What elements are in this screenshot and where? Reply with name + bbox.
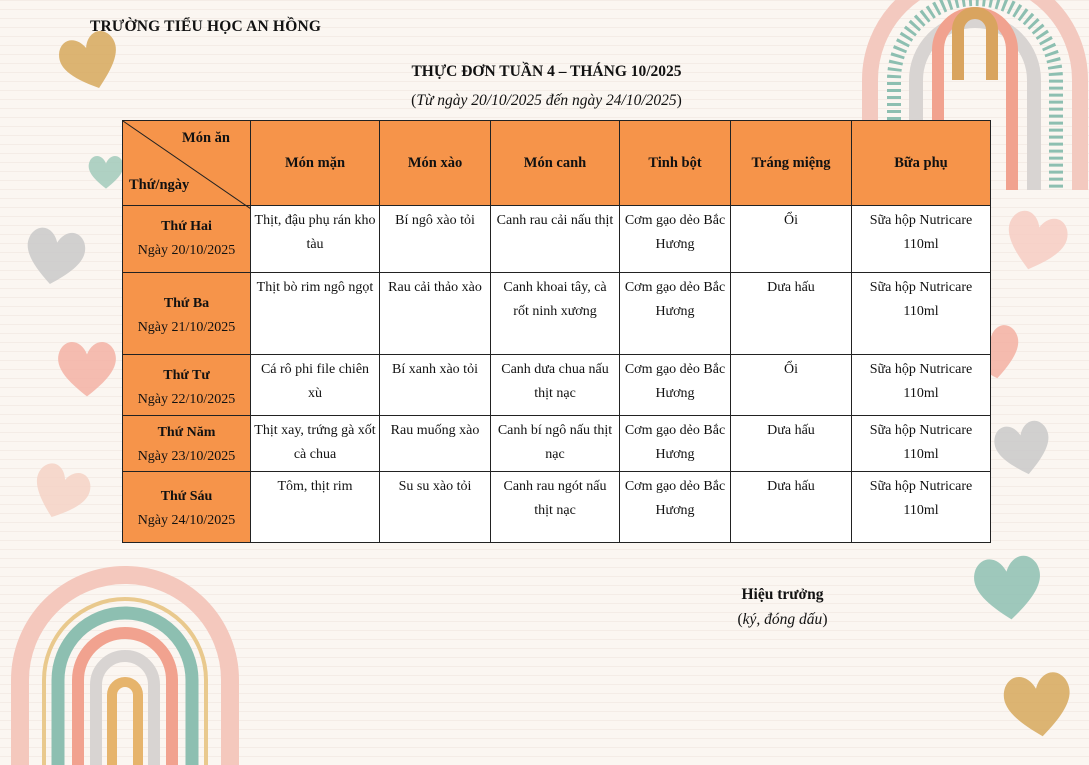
day-date: Ngày 23/10/2025 xyxy=(137,449,236,464)
menu-cell: Dưa hấu xyxy=(731,472,852,543)
signature-note-open: ( xyxy=(737,611,743,628)
header-stir-fry: Món xào xyxy=(380,121,491,206)
day-name: Thứ Tư xyxy=(163,368,210,383)
menu-cell: Canh bí ngô nấu thịt nạc xyxy=(491,416,620,472)
menu-cell: Su su xào tỏi xyxy=(380,472,491,543)
menu-cell: Cơm gạo dẻo Bắc Hương xyxy=(620,273,731,355)
menu-cell: Sữa hộp Nutricare 110ml xyxy=(852,472,991,543)
day-name: Thứ Hai xyxy=(161,219,212,234)
heart-teal-right-icon xyxy=(968,540,1048,632)
menu-cell: Dưa hấu xyxy=(731,273,852,355)
day-cell xyxy=(123,273,251,355)
table-row xyxy=(123,416,991,472)
menu-cell: Ổi xyxy=(731,355,852,416)
day-date: Ngày 20/10/2025 xyxy=(137,243,236,258)
signature-note-close: ) xyxy=(822,611,828,628)
day-cell xyxy=(123,416,251,472)
date-range-close: ) xyxy=(676,92,682,109)
day-date: Ngày 21/10/2025 xyxy=(137,320,236,335)
date-range xyxy=(0,92,1089,110)
menu-cell: Cơm gạo dẻo Bắc Hương xyxy=(620,472,731,543)
corner-day-label: Thứ/ngày xyxy=(129,177,190,193)
menu-cell: Rau cải thảo xào xyxy=(380,273,491,355)
menu-cell: Ổi xyxy=(731,206,852,273)
menu-cell: Sữa hộp Nutricare 110ml xyxy=(852,355,991,416)
menu-cell: Cơm gạo dẻo Bắc Hương xyxy=(620,206,731,273)
menu-cell: Rau muống xào xyxy=(380,416,491,472)
table-row xyxy=(123,472,991,543)
heart-gray-right-icon xyxy=(990,412,1056,482)
menu-cell: Cá rô phi file chiên xù xyxy=(251,355,380,416)
menu-cell: Cơm gạo dẻo Bắc Hương xyxy=(620,355,731,416)
day-cell xyxy=(123,355,251,416)
header-main-dish: Món mặn xyxy=(251,121,380,206)
day-date: Ngày 24/10/2025 xyxy=(137,513,236,528)
menu-table xyxy=(122,120,991,543)
rainbow-bottom-left-decoration xyxy=(0,555,250,765)
menu-cell: Canh khoai tây, cà rốt ninh xương xyxy=(491,273,620,355)
date-range-open: ( xyxy=(411,92,417,109)
signature-note-text: ký, đóng dấu xyxy=(742,611,823,628)
menu-cell: Bí ngô xào tỏi xyxy=(380,206,491,273)
day-name: Thứ Sáu xyxy=(160,489,213,504)
table-row xyxy=(123,273,991,355)
menu-cell: Canh dưa chua nấu thịt nạc xyxy=(491,355,620,416)
heart-pink-icon xyxy=(48,332,126,402)
header-snack: Bữa phụ xyxy=(852,121,991,206)
header-soup: Món canh xyxy=(491,121,620,206)
header-starch: Tinh bột xyxy=(620,121,731,206)
heart-peach-icon xyxy=(28,452,94,530)
day-name: Thứ Ba xyxy=(163,296,210,311)
date-range-text: Từ ngày 20/10/2025 đến ngày 24/10/2025 xyxy=(416,92,677,109)
corner-header-cell xyxy=(123,121,251,206)
header-dessert: Tráng miệng xyxy=(731,121,852,206)
menu-cell: Canh rau cải nấu thịt xyxy=(491,206,620,273)
day-name: Thứ Năm xyxy=(157,425,216,440)
menu-cell: Sữa hộp Nutricare 110ml xyxy=(852,206,991,273)
signature-title: Hiệu trưởng xyxy=(741,586,824,603)
corner-dish-label: Món ăn xyxy=(182,130,230,146)
heart-teal-icon xyxy=(85,150,127,192)
menu-cell: Cơm gạo dẻo Bắc Hương xyxy=(620,416,731,472)
menu-cell: Canh rau ngót nấu thịt nạc xyxy=(491,472,620,543)
heart-pink-right-icon xyxy=(1000,200,1072,280)
table-row xyxy=(123,206,991,273)
heart-gold-right-icon xyxy=(998,662,1078,744)
table-row xyxy=(123,355,991,416)
menu-cell: Sữa hộp Nutricare 110ml xyxy=(852,416,991,472)
heart-gray-icon xyxy=(20,218,90,292)
menu-cell: Thịt xay, trứng gà xốt cà chua xyxy=(251,416,380,472)
day-cell xyxy=(123,472,251,543)
table-header-row xyxy=(123,121,991,206)
signature-note xyxy=(700,611,865,629)
day-date: Ngày 22/10/2025 xyxy=(137,392,236,407)
page-title: THỰC ĐƠN TUẦN 4 – THÁNG 10/2025 xyxy=(411,63,682,80)
day-cell xyxy=(123,206,251,273)
menu-cell: Dưa hấu xyxy=(731,416,852,472)
menu-cell: Bí xanh xào tỏi xyxy=(380,355,491,416)
menu-cell: Thịt, đậu phụ rán kho tàu xyxy=(251,206,380,273)
menu-cell: Sữa hộp Nutricare 110ml xyxy=(852,273,991,355)
menu-cell: Tôm, thịt rim xyxy=(251,472,380,543)
school-name: TRƯỜNG TIỂU HỌC AN HỒNG xyxy=(90,18,322,35)
menu-cell: Thịt bò rim ngô ngọt xyxy=(251,273,380,355)
